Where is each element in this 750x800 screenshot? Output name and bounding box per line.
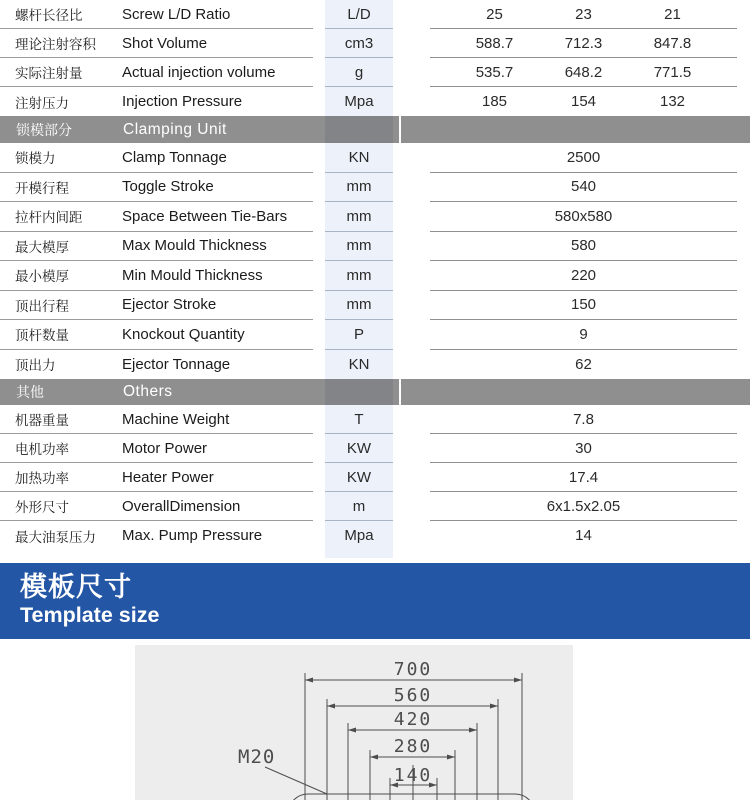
label-zh: 顶杆数量 xyxy=(15,328,69,344)
label-zh: 实际注射量 xyxy=(15,66,83,81)
value-cell: 2500 xyxy=(430,143,737,173)
label-en: Ejector Tonnage xyxy=(122,355,231,373)
section-band-others xyxy=(0,379,750,405)
value-cell: 30 xyxy=(430,434,737,463)
dimension-drawing-svg xyxy=(135,645,573,800)
table-row xyxy=(0,0,750,29)
section-title-zh: 其他 xyxy=(16,384,44,400)
template-dimension-drawing xyxy=(135,645,573,800)
unit-cell: mm xyxy=(325,291,393,321)
value-cell: 580 xyxy=(430,232,737,262)
label-zh: 电机功率 xyxy=(15,442,69,457)
label-en: Toggle Stroke xyxy=(122,178,214,196)
label-zh: 加热功率 xyxy=(15,471,69,486)
section-band-clamping xyxy=(0,116,750,143)
unit-cell: Mpa xyxy=(325,87,393,116)
label-zh: 拉杆内间距 xyxy=(15,210,83,226)
label-en: Heater Power xyxy=(122,468,214,486)
label-zh: 外形尺寸 xyxy=(15,500,69,515)
label-en: Screw L/D Ratio xyxy=(122,5,231,23)
value-cell: 17.4 xyxy=(430,463,737,492)
dim-560-label: 560 xyxy=(393,685,433,706)
table-row xyxy=(0,320,750,350)
band-divider xyxy=(399,116,401,143)
value-cell: 14 xyxy=(575,527,592,544)
label-en: Knockout Quantity xyxy=(122,325,245,343)
table-row xyxy=(0,143,750,173)
unit-cell: g xyxy=(325,58,393,87)
label-zh: 螺杆长径比 xyxy=(15,8,83,23)
thread-m20-label: M20 xyxy=(238,746,276,768)
unit-cell: mm xyxy=(325,202,393,232)
value-cell: 132 xyxy=(659,93,686,110)
value-cell: 847.8 xyxy=(653,34,692,52)
label-en: Min Mould Thickness xyxy=(122,266,263,284)
value-cell: 6x1.5x2.05 xyxy=(430,492,737,521)
table-row xyxy=(0,521,750,550)
value-cell: 588.7 xyxy=(475,34,514,52)
unit-cell: KW xyxy=(325,434,393,463)
unit-cell: m xyxy=(325,492,393,521)
unit-column-stub xyxy=(0,550,750,558)
table-row xyxy=(0,173,750,203)
label-zh: 开模行程 xyxy=(15,180,69,196)
label-zh: 最小模厚 xyxy=(15,269,69,285)
dim-140-label: 140 xyxy=(393,765,433,786)
unit-cell: KN xyxy=(325,143,393,173)
value-cell: 62 xyxy=(575,355,592,373)
section-title-en: Clamping Unit xyxy=(123,120,227,138)
template-size-banner xyxy=(0,563,750,639)
unit-cell: KN xyxy=(325,350,393,380)
value-cell: 535.7 xyxy=(475,63,514,81)
dim-700-label: 700 xyxy=(393,659,433,680)
table-row xyxy=(0,350,750,380)
label-en: Ejector Stroke xyxy=(122,296,217,314)
unit-cell: mm xyxy=(325,173,393,203)
label-en: Injection Pressure xyxy=(122,93,243,110)
label-zh: 最大模厚 xyxy=(15,239,69,255)
value-cell: 712.3 xyxy=(564,34,603,52)
label-en: Machine Weight xyxy=(122,410,230,428)
table-row xyxy=(0,405,750,434)
unit-cell: P xyxy=(325,320,393,350)
table-row xyxy=(0,87,750,116)
label-en: OverallDimension xyxy=(122,497,241,515)
band-unit-shade xyxy=(325,116,393,143)
banner-title-zh: 模板尺寸 xyxy=(20,571,132,602)
unit-cell: Mpa xyxy=(325,521,393,550)
section-title-zh: 锁模部分 xyxy=(16,121,72,138)
label-zh: 最大油泵压力 xyxy=(15,529,96,545)
table-row xyxy=(0,261,750,291)
unit-cell: mm xyxy=(325,261,393,291)
label-en: Motor Power xyxy=(122,439,208,457)
label-en: Max. Pump Pressure xyxy=(122,527,263,544)
dim-420-label: 420 xyxy=(393,709,433,730)
table-row xyxy=(0,434,750,463)
label-zh: 顶出力 xyxy=(15,358,56,374)
value-cell: 150 xyxy=(430,291,737,321)
table-row xyxy=(0,463,750,492)
value-cell: 185 xyxy=(481,93,508,110)
value-cell: 7.8 xyxy=(430,405,737,434)
label-zh: 顶出行程 xyxy=(15,298,69,314)
value-cell: 540 xyxy=(430,173,737,203)
label-en: Space Between Tie-Bars xyxy=(122,207,288,225)
label-zh: 锁模力 xyxy=(15,151,56,167)
unit-cell: L/D xyxy=(325,0,393,29)
unit-cell: T xyxy=(325,405,393,434)
unit-cell: cm3 xyxy=(325,29,393,58)
label-en: Max Mould Thickness xyxy=(122,237,267,255)
table-row xyxy=(0,58,750,87)
value-cell: 21 xyxy=(664,5,681,23)
dim-280-label: 280 xyxy=(393,736,433,757)
value-cell: 771.5 xyxy=(653,63,692,81)
table-row xyxy=(0,202,750,232)
banner-title-en: Template size xyxy=(20,603,160,628)
label-zh: 注射压力 xyxy=(15,95,69,111)
label-en: Shot Volume xyxy=(122,34,208,52)
section-title-en: Others xyxy=(123,383,173,400)
label-en: Actual injection volume xyxy=(122,63,276,81)
unit-cell: KW xyxy=(325,463,393,492)
table-row xyxy=(0,29,750,58)
value-cell: 220 xyxy=(430,261,737,291)
value-cell: 25 xyxy=(486,5,503,23)
table-row xyxy=(0,492,750,521)
table-row xyxy=(0,232,750,262)
band-divider xyxy=(399,379,401,405)
value-cell: 648.2 xyxy=(564,63,603,81)
band-unit-shade xyxy=(325,379,393,405)
label-en: Clamp Tonnage xyxy=(122,148,227,166)
value-cell: 154 xyxy=(570,93,597,110)
label-zh: 机器重量 xyxy=(15,413,69,428)
value-cell: 9 xyxy=(430,320,737,350)
value-cell: 23 xyxy=(575,5,592,23)
label-zh: 理论注射容积 xyxy=(15,37,96,52)
unit-cell: mm xyxy=(325,232,393,262)
value-cell: 580x580 xyxy=(430,202,737,232)
table-row xyxy=(0,291,750,321)
